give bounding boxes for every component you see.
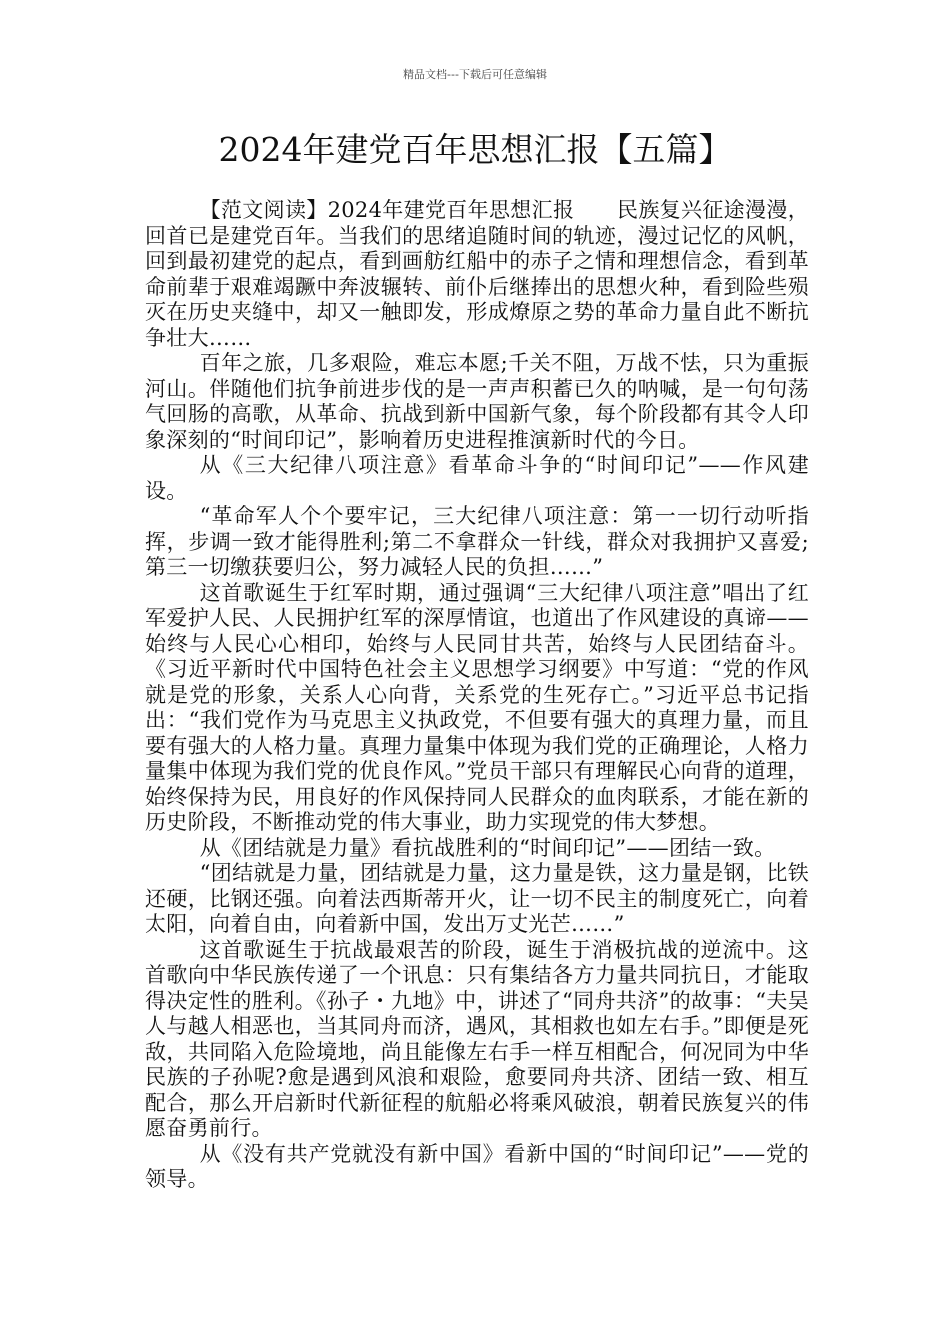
paragraph-discipline-discussion: 这首歌诞生于红军时期，通过强调“三大纪律八项注意”唱出了红军爱护人民、人民拥护红军的深厚情谊，也道出了作风建设的真谛——始终与人民心心相印，始终与人民同甘共苦，始终与人民团结奋斗。《习近平新时代中国特色社会主义思想学习纲要》中写道：“党的作风就是党的形象，关系人心向背，关系党的生死存亡。”习近平总书记指出：“我们党作为马克思主义执政党，不但要有强大的真理力量，而且要有强大的人格力量。真理力量集中体现为我们党的正确理论，人格力量集中体现为我们党的优良作风。”党员干部只有理解民心向背的道理，始终保持为民，用良好的作风保持同人民群众的血肉联系，才能在新的历史阶段，不断推动党的伟大事业，助力实现党的伟大梦想。 bbox=[145, 580, 809, 834]
paragraph-unity-discussion: 这首歌诞生于抗战最艰苦的阶段，诞生于消极抗战的逆流中。这首歌向中华民族传递了一个讯息：只有集结各方力量共同抗日，才能取得决定性的胜利。《孙子・九地》中，讲述了“同舟共济”的故事：“夫吴人与越人相恶也，当其同舟而济，遇风，其相救也如左右手。”即便是死敌，共同陷入危险境地，尚且能像左右手一样互相配合，何况同为中华民族的子孙呢?愈是遇到风浪和艰险，愈要同舟共济、团结一致、相互配合，那么开启新时代新征程的航船必将乘风破浪，朝着民族复兴的伟愿奋勇前行。 bbox=[145, 937, 809, 1140]
document-title: 2024年建党百年思想汇报【五篇】 bbox=[218, 130, 732, 169]
page-header-note: 精品文档---下载后可任意编辑 bbox=[403, 68, 547, 81]
paragraph-section-heading-leadership: 从《没有共产党就没有新中国》看新中国的“时间印记”——党的领导。 bbox=[145, 1141, 809, 1191]
paragraph-section-heading-discipline: 从《三大纪律八项注意》看革命斗争的“时间印记”——作风建设。 bbox=[145, 453, 809, 503]
paragraph-song-lyrics-unity: “团结就是力量，团结就是力量，这力量是铁，这力量是钢，比铁还硬，比钢还强。向着法西斯蒂开火，让一切不民主的制度死亡，向着太阳，向着自由，向着新中国，发出万丈光芒……” bbox=[145, 861, 809, 936]
paragraph-song-lyrics-discipline: “革命军人个个要牢记，三大纪律八项注意：第一一切行动听指挥，步调一致才能得胜利;第二不拿群众一针线，群众对我拥护又喜爱;第三一切缴获要归公，努力减轻人民的负担……” bbox=[145, 504, 809, 579]
paragraph-centennial-journey: 百年之旅，几多艰险，难忘本愿;千关不阻，万战不怯，只为重振河山。伴随他们抗争前进步伐的是一声声积蓄已久的呐喊，是一句句荡气回肠的高歌，从革命、抗战到新中国新气象，每个阶段都有其令人印象深刻的“时间印记”，影响着历史进程推演新时代的今日。 bbox=[145, 351, 809, 452]
paragraph-section-heading-unity: 从《团结就是力量》看抗战胜利的“时间印记”——团结一致。 bbox=[199, 835, 776, 860]
document-body bbox=[145, 198, 809, 1193]
paragraph-intro: 【范文阅读】2024年建党百年思想汇报 民族复兴征途漫漫，回首已是建党百年。当我们的思绪追随时间的轨迹，漫过记忆的风帆，回到最初建党的起点，看到画舫红船中的赤子之情和理想信念，看到革命前辈于艰难竭蹶中奔波辗转、前仆后继捧出的思想火种，看到险些殒灭在历史夹缝中，却又一触即发，形成燎原之势的革命力量自此不断抗争壮大…… bbox=[145, 198, 809, 350]
